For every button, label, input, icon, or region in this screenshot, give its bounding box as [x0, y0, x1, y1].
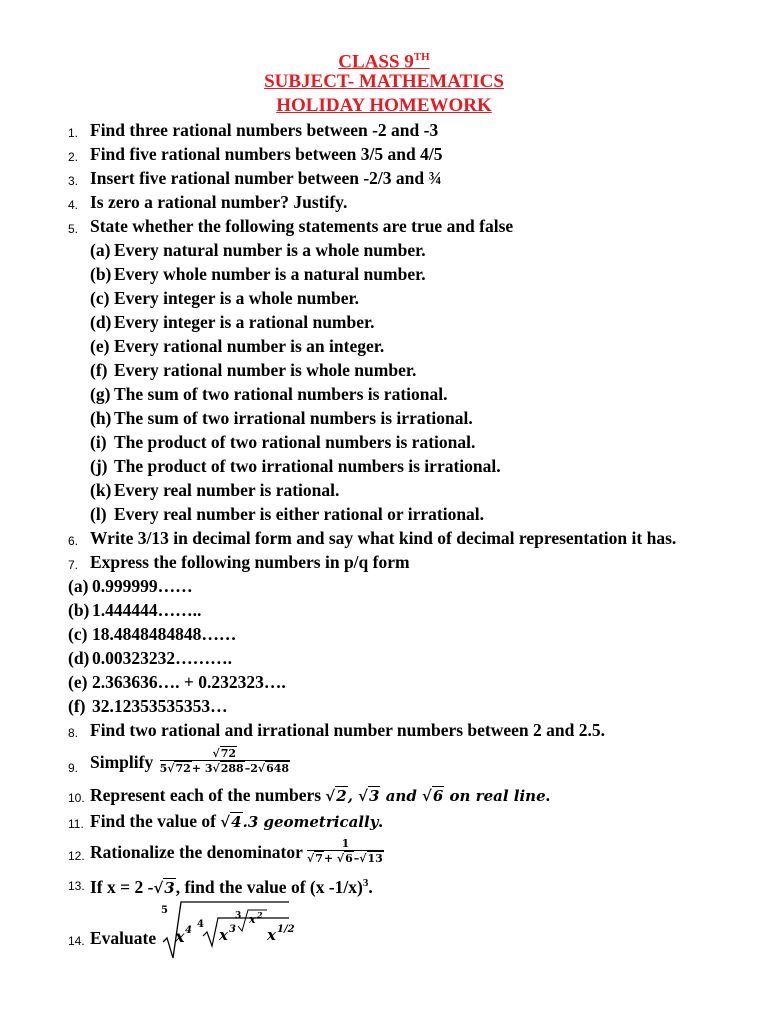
- period: .: [545, 785, 550, 805]
- question-text: If x = 2 -: [90, 876, 154, 897]
- item-text: Every real number is rational.: [114, 480, 340, 500]
- sqrt-sign: √: [358, 787, 369, 805]
- item-label: (h): [90, 408, 112, 428]
- question-text: Write 3/13 in decimal form and say what kind of decimal representation it has.: [90, 528, 677, 548]
- question-number: 9.: [68, 761, 79, 775]
- operator: + 3: [191, 762, 213, 775]
- question-number: 14.: [68, 934, 85, 948]
- header-class: [0, 46, 768, 73]
- question-text: Is zero a rational number? Justify.: [90, 192, 348, 212]
- item-label: (e): [90, 336, 110, 356]
- radicand: 6: [345, 852, 353, 865]
- variable: x: [175, 927, 185, 946]
- question-number: 3.: [68, 174, 79, 188]
- exponent: 2: [257, 910, 263, 920]
- question-text: Rationalize the denominator: [90, 842, 303, 863]
- question-number: 13.: [68, 879, 85, 893]
- item-label: (e): [68, 672, 88, 692]
- operator: +: [323, 852, 337, 865]
- question-text: Express the following numbers in p/q form: [90, 552, 410, 572]
- fraction-denominator: 5√72+ 3√288–2√648: [159, 762, 290, 775]
- header-class-label: CLASS 9: [338, 51, 414, 73]
- question-text: Represent each of the numbers: [90, 785, 322, 805]
- item-text: Every natural number is a whole number.: [114, 240, 426, 260]
- variable: x: [267, 926, 276, 944]
- item-label: (d): [68, 648, 90, 668]
- item-text: Every real number is either rational or irrational.: [114, 504, 485, 524]
- item-text: 0.999999……: [92, 576, 193, 596]
- radicand: 13: [367, 852, 383, 865]
- question-number: 4.: [68, 198, 79, 212]
- item-label: (k): [90, 480, 112, 500]
- radicand: 6: [432, 787, 444, 805]
- question-number: 10.: [68, 791, 85, 805]
- item-label: (a): [68, 576, 89, 596]
- radicand: 3: [164, 878, 175, 897]
- item-label: (b): [68, 600, 90, 620]
- header-subject: SUBJECT- MATHEMATICS: [264, 71, 504, 92]
- item-text: 1.444444……..: [92, 600, 202, 620]
- question-text: Simplify: [90, 752, 154, 773]
- radical-index: 4: [197, 919, 204, 930]
- question-number: 5.: [68, 222, 79, 236]
- question-number: 12.: [68, 849, 85, 863]
- sqrt-sign: √: [325, 787, 336, 805]
- item-text: Every rational number is an integer.: [114, 336, 385, 356]
- question-text: Find the value of: [90, 811, 216, 831]
- question-text-tail: , find the value of (x -1/x): [175, 876, 363, 897]
- sqrt-sign: √: [422, 787, 432, 805]
- item-label: (b): [90, 264, 112, 284]
- exponent: 1/2: [277, 924, 295, 935]
- item-text: Every rational number is whole number.: [114, 360, 417, 380]
- fraction: [160, 747, 290, 775]
- variable: x: [219, 926, 228, 944]
- radicand: 3: [369, 787, 380, 805]
- item-label: (c): [90, 288, 110, 308]
- sqrt-sign: √: [153, 878, 164, 897]
- radicand: 72: [220, 747, 237, 760]
- math-tail: on real line: [444, 787, 546, 805]
- item-text: The sum of two irrational numbers is irrational.: [114, 408, 473, 428]
- question-text: State whether the following statements are true and false: [90, 216, 514, 236]
- item-label: (d): [90, 312, 112, 332]
- question-number: 8.: [68, 726, 79, 740]
- item-label: (l): [90, 504, 107, 524]
- item-label: (a): [90, 240, 111, 260]
- fraction-numerator: 1: [341, 837, 350, 850]
- question-14: [0, 896, 768, 966]
- coefficient: 5: [159, 762, 168, 775]
- item-text: Every integer is a rational number.: [114, 312, 375, 332]
- fraction: [307, 837, 384, 865]
- question-number: 7.: [68, 558, 79, 572]
- radicand: 7: [315, 852, 323, 865]
- header-class-sup: TH: [413, 51, 430, 63]
- period: .: [378, 811, 383, 831]
- item-text: 18.4848484848……: [92, 624, 237, 644]
- question-text: Evaluate: [90, 928, 157, 948]
- item-text: Every whole number is a natural number.: [114, 264, 426, 284]
- item-text: 0.00323232……….: [92, 648, 232, 668]
- radicand: 288: [220, 762, 244, 775]
- nested-radical: [155, 896, 455, 966]
- radicand: 648: [266, 762, 290, 775]
- question-text: Find two rational and irrational number numbers between 2 and 2.5.: [90, 720, 605, 740]
- item-label: (c): [68, 624, 88, 644]
- question-number: 11.: [68, 817, 84, 831]
- conjunction: and: [380, 787, 423, 805]
- item-label: (g): [90, 384, 111, 404]
- header-title: HOLIDAY HOMEWORK: [276, 95, 492, 116]
- operator: –2: [244, 762, 258, 775]
- radicand: 2: [336, 787, 347, 805]
- radical-index: 3: [235, 911, 242, 921]
- item-text: The sum of two rational numbers is rational.: [114, 384, 448, 404]
- sqrt-sign: √: [220, 813, 231, 831]
- period: .: [368, 876, 373, 897]
- exponent: 3: [229, 924, 236, 935]
- radicand: 4: [231, 813, 242, 831]
- item-label: (j): [90, 456, 108, 476]
- exponent: 3: [362, 877, 369, 889]
- operator: –: [353, 852, 360, 865]
- variable: x: [249, 913, 256, 926]
- math-tail: .3 geometrically: [242, 813, 379, 831]
- item-label: (f): [68, 696, 86, 716]
- item-text: 32.12353535353…: [92, 696, 228, 716]
- item-text: 2.363636…. + 0.232323….: [92, 672, 286, 692]
- fraction-numerator: √72: [212, 747, 237, 760]
- item-text: Every integer is a whole number.: [114, 288, 359, 308]
- question-text: Insert five rational number between -2/3 and ¾: [90, 168, 442, 188]
- question-text: Find three rational numbers between -2 and -3: [90, 120, 439, 140]
- exponent: 4: [185, 925, 192, 936]
- question-number: 6.: [68, 534, 79, 548]
- item-text: The product of two irrational numbers is irrational.: [114, 456, 501, 476]
- item-label: (i): [90, 432, 107, 452]
- radicand: 72: [175, 762, 191, 775]
- radical-index: 5: [161, 905, 168, 916]
- item-label: (f): [90, 360, 108, 380]
- question-number: 1.: [68, 126, 79, 140]
- question-text: Find five rational numbers between 3/5 and 4/5: [90, 144, 443, 164]
- fraction-denominator: √7+ √6–√13: [306, 852, 383, 865]
- question-number: 2.: [68, 150, 79, 164]
- item-text: The product of two rational numbers is rational.: [114, 432, 476, 452]
